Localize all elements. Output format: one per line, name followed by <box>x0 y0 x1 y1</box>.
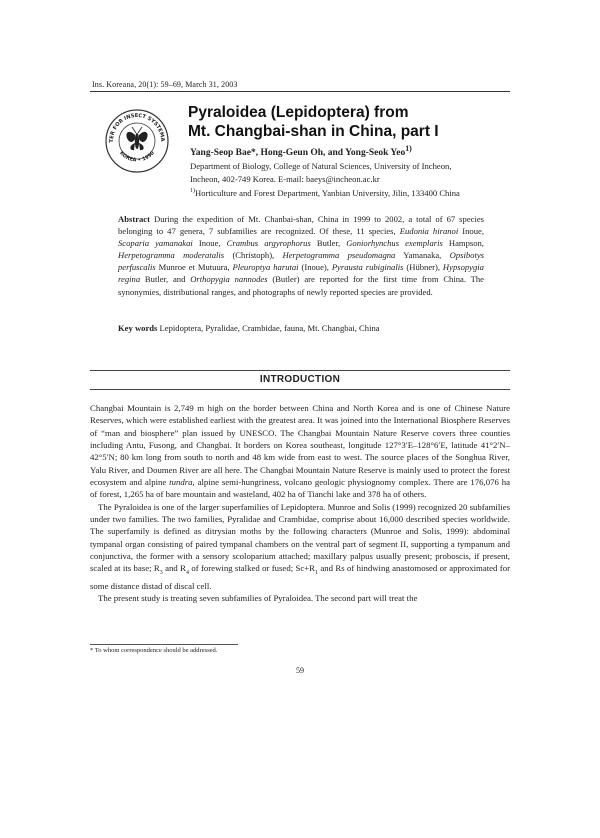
affiliations <box>190 160 520 199</box>
species-authority: (Hübner), <box>403 262 443 273</box>
paragraph-1 <box>90 402 510 501</box>
svg-text:KOREA • 1990: KOREA • 1990 <box>118 150 156 164</box>
species-authority: Munroe et Mutuura, <box>155 262 233 273</box>
article-title <box>188 103 488 141</box>
species-name: Herpetogramma pseudomagna <box>282 250 396 261</box>
paragraph-2-text: of forewing stalked or fused; Sc+R <box>188 563 316 574</box>
footnote: * To whom correspondence should be addressed. <box>90 647 218 654</box>
subscript: 4 <box>185 570 189 577</box>
species-name: Orthopygia nannodes <box>190 274 268 285</box>
species-authority: (Christoph), <box>224 250 283 261</box>
paragraph-1-text: Changbai Mountain is 2,749 m high on the border between China and North Korea and is one of Chinese Nature Reserves, which were established earliest with the greatest area. It was joined into the International Biosphere Reserves of “man and biosphere” plan issued by UNESCO. The Changbai Mountain Nature Reserve covers three counties including Antu, Fusong, and Changbai. It borders on Korea southeast, longitude 127°3′E–128°6′E, latitude 41°2′N–42°5′N; 80 km long from south to north and 48 km wide from east to west. The source places of the Songhua River, Yalu River, and Doumen River are all here. The Changbai Mountain Nature Reserve is mainly used to protect the forest ecosystem and alpine <box>90 403 510 488</box>
italic-term: tundra <box>169 477 193 488</box>
species-name: Scoparia yamanakai <box>118 238 193 249</box>
affiliation-line-2: Incheon, 402-749 Korea. E-mail: baeys@incheon.ac.kr <box>190 173 380 184</box>
author-list <box>190 144 412 158</box>
abstract <box>118 213 484 298</box>
footnote-rule <box>90 644 238 645</box>
species-authority: Butler, <box>310 238 347 249</box>
paragraph-2-end: and Rs of hindwing anastomosed or approximated for some distance distad of discal cell. <box>90 563 510 591</box>
subscript: 1 <box>315 570 319 577</box>
author-superscript: 1) <box>405 144 412 153</box>
affiliation-line-1: Department of Biology, College of Natural Sciences, University of Incheon, <box>190 161 452 171</box>
section-rule-top <box>90 370 510 371</box>
page-number: 59 <box>296 666 304 675</box>
affiliation-superscript: 1) <box>190 188 195 194</box>
paragraph-1-end: , alpine semi-hungriness, volcano geologic physiognomy complex. There are 176,076 ha of forest, 1,265 ha of bare mountain and wasteland, 402 ha of Tianchi lake and 378 ha of others. <box>90 477 510 500</box>
affiliation-line-3-text: Horticulture and Forest Department, Yanbian University, Jilin, 133400 China <box>195 187 460 198</box>
species-name: Pleuroptya harutai <box>232 262 299 273</box>
species-authority: Inoue, <box>192 238 227 249</box>
species-name: Herpetogramma moderatalis <box>118 250 225 261</box>
paragraph-2-text: The Pyraloidea is one of the larger superfamilies of Lepidoptera. Munroe and Solis (1999) recognized 20 subfamilies under two families. The two families, Pyralidae and Crambidae, comprise about 16,000 described species worldwide. The superfamily is defined as ditrysian moths by the following characters (Munroe and Solis, 1999): abdominal tympanal organ consisting of paired tympanal chambers on the ventral part of segment II, supporting a tympanum and conjunctiva, the former with a sensory scoloparium attached; maxillary palpus usually present; proboscis, if present, scaled at its base; R <box>90 501 510 574</box>
abstract-label: Abstract <box>118 214 150 224</box>
species-name: Hypsopygia regina <box>118 262 484 285</box>
species-name: Goniorhynchus exemplaris <box>346 238 443 249</box>
species-authority: Yamanaka, <box>395 250 450 261</box>
header-rule <box>90 91 510 92</box>
running-head: Ins. Koreana, 20(1): 59–69, March 31, 2003 <box>92 80 238 89</box>
keywords-label: Key words <box>118 323 158 333</box>
species-name: Crambus argyrophorus <box>226 238 311 249</box>
title-line-2: Mt. Changbai-shan in China, part I <box>188 123 439 140</box>
species-name: Eudonia hiranoi <box>399 226 459 237</box>
species-name: Pyrausta rubiginalis <box>331 262 404 273</box>
paragraph-3 <box>90 592 510 604</box>
species-authority: Inoue, <box>458 226 484 237</box>
institution-seal-logo <box>104 108 170 174</box>
species-authority: (Inoue), <box>298 262 332 273</box>
keywords-text: Lepidoptera, Pyralidae, Crambidae, fauna, Mt. Changbai, China <box>157 323 380 333</box>
species-authority: Butler, and <box>140 274 191 285</box>
species-authority: Hampson, <box>442 238 484 249</box>
section-rule-bottom <box>90 389 510 390</box>
svg-text:CENTER FOR INSECT SYSTEMATICS: TER FOR INSECT SYSTEMA <box>108 112 166 143</box>
section-heading-introduction: INTRODUCTION <box>259 374 341 385</box>
paragraph-2-text: and R <box>162 563 186 574</box>
affiliation-line-3 <box>190 185 520 199</box>
seal-icon <box>104 108 170 174</box>
paragraph-2 <box>90 501 510 592</box>
paragraph-3-text: The present study is treating seven subfamilies of Pyraloidea. The second part will treat the <box>98 592 418 603</box>
keywords <box>118 323 488 333</box>
abstract-text-end: (Butler) are reported for the first time from China. The synonymies, distributional ranges, and photographs of newly reported species are provided. <box>118 274 484 297</box>
author-names: Yang-Seop Bae*, Hong-Geun Oh, and Yong-Seok Yeo <box>190 148 406 159</box>
introduction-body <box>90 402 510 604</box>
abstract-text: During the expedition of Mt. Chanbai-shan, China in 1999 to 2002, a total of 67 species belonging to 47 genera, 7 subfamilies are recognized. Of these, 11 species, <box>118 214 484 237</box>
title-line-1: Pyraloidea (Lepidoptera) from <box>188 104 409 121</box>
species-name: Opsibotys perfuscalis <box>118 250 484 273</box>
subscript: 3 <box>159 570 163 577</box>
